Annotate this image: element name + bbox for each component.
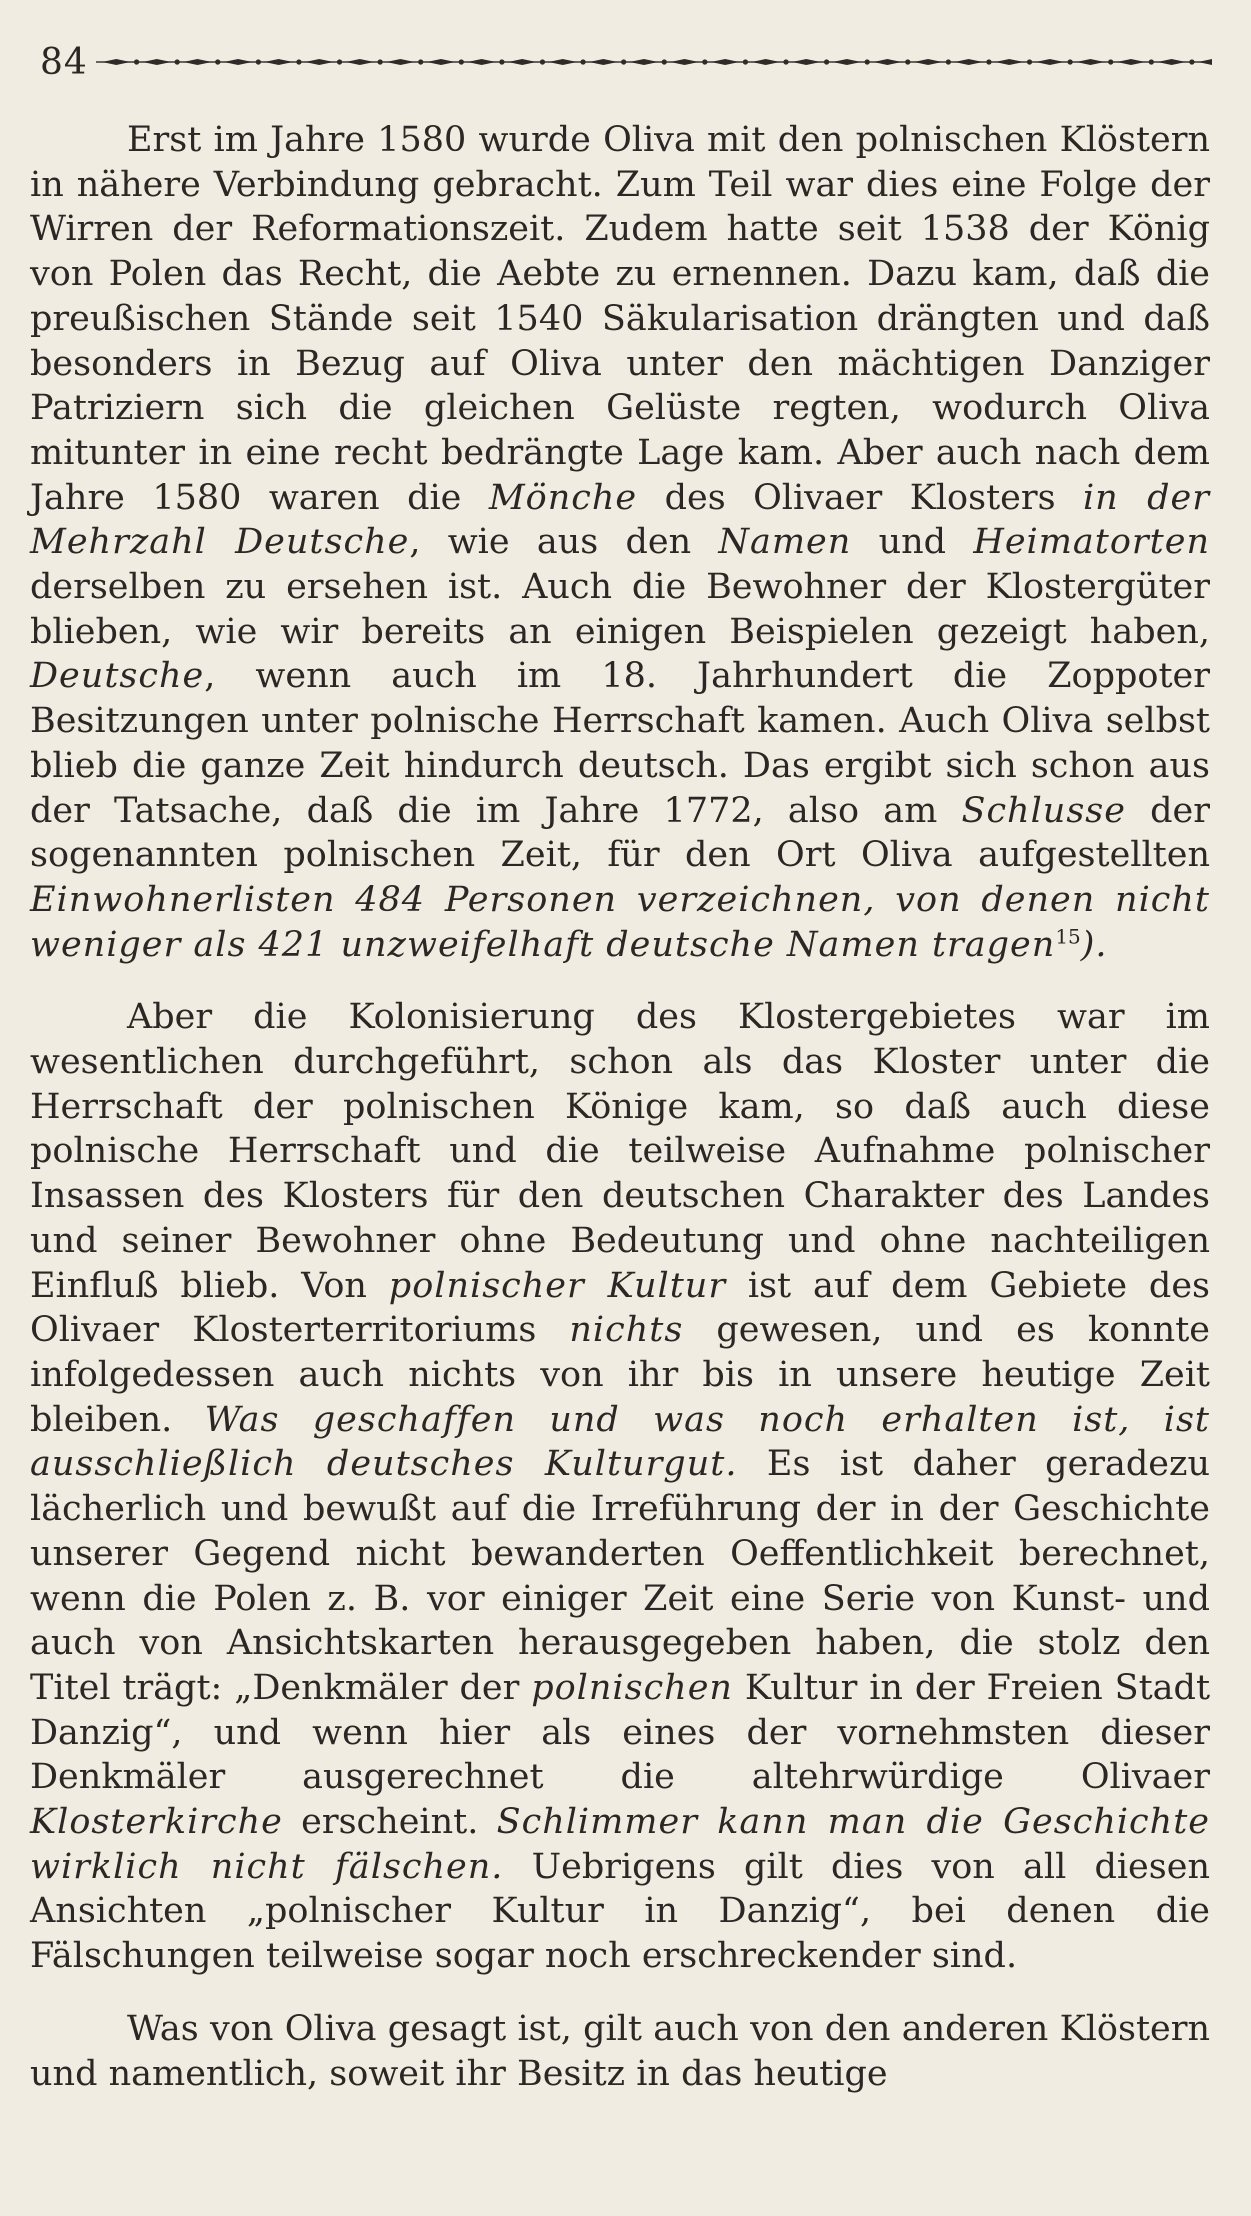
text-run: ist auf dem Gebiete des Olivaer Klosterterritoriums bbox=[30, 1265, 1210, 1351]
text-run: Was von Oliva gesagt ist, gilt auch von den anderen Klöstern und namentlich, soweit ihr Besitz in das heutige bbox=[30, 2008, 1210, 2094]
text-run: Kultur in der Freien Stadt Danzig“, und wenn hier als eines der vornehmsten dieser Denkmäler ausgerechnet die altehrwürdige Olivaer bbox=[30, 1667, 1211, 1798]
emphasis: polnischen bbox=[531, 1667, 733, 1708]
emphasis: Schlimmer kann man die Geschichte wirklich nicht fälschen. bbox=[30, 1802, 1210, 1887]
text-run: gewesen, und es konnte infolgedessen auch nichts von ihr bis in unsere heutige Zeit bleiben. bbox=[30, 1310, 1210, 1440]
text-run: , wie aus den bbox=[409, 522, 719, 563]
text-run: und bbox=[851, 522, 974, 563]
page-header bbox=[40, 38, 1212, 86]
emphasis: Schlusse bbox=[961, 790, 1126, 831]
paragraph-1 bbox=[30, 118, 1210, 967]
emphasis: Heimatorten bbox=[973, 522, 1210, 563]
text-run: derselben zu ersehen ist. Auch die Bewohner der Klostergüter blieben, wie wir bereits an einigen Beispielen gezeigt haben, bbox=[30, 567, 1210, 652]
emphasis: Was geschaffen und was noch erhalten ist, ist ausschließlich deutsches Kulturgut. bbox=[30, 1399, 1210, 1485]
page-number: 84 bbox=[40, 41, 88, 83]
emphasis: ). bbox=[1080, 924, 1108, 965]
decorative-rule bbox=[96, 50, 1212, 74]
emphasis: Deutsche bbox=[30, 656, 205, 697]
emphasis: Klosterkirche bbox=[30, 1802, 283, 1843]
text-run: erscheint. bbox=[282, 1802, 497, 1843]
text-run: Uebrigens gilt dies von all diesen Ansichten „polnischer Kultur in Danzig“, bei denen die Fälschungen teilweise sogar noch erschreckender sind. bbox=[30, 1846, 1210, 1977]
text-run: Aber die Kolonisierung des Klostergebietes war im wesentlichen durchgeführt, schon als das Kloster unter die Herrschaft der polnischen Könige kam, so daß auch diese polnische Herrschaft und die teilweise Aufnahme polnischer Insassen des Klosters für den deutschen Charakter des Landes und seiner Bewohner ohne Bedeutung und ohne nachteiligen Einfluß blieb. Von bbox=[30, 997, 1210, 1306]
emphasis: Namen bbox=[718, 522, 852, 563]
emphasis: Mönche bbox=[488, 477, 638, 518]
paragraph-2 bbox=[30, 995, 1210, 1978]
text-run: der sogenannten polnischen Zeit, für den Ort Oliva aufgestellten bbox=[30, 790, 1211, 876]
emphasis: Einwohnerlisten 484 Personen verzeichnen, von denen nicht weniger als 421 unzweifelhaft deutsche Namen tragen bbox=[30, 879, 1210, 965]
emphasis: in der Mehrzahl Deutsche bbox=[30, 477, 1210, 563]
text-run: Erst im Jahre 1580 wurde Oliva mit den polnischen Klöstern in nähere Verbindung gebracht. Zum Teil war dies eine Folge der Wirren der Reformationszeit. Zudem hatte seit 1538 der König von Polen das Recht, die Aebte zu ernennen. Dazu kam, daß die preußischen Stände seit 1540 Säkularisation drängten und daß besonders in Bezug auf Oliva unter den mächtigen Danziger Patriziern sich die gleichen Gelüste regten, wodurch Oliva mitunter in eine recht bedrängte Lage kam. Aber auch nach dem Jahre 1580 waren die bbox=[30, 120, 1210, 518]
text-run: , wenn auch im 18. Jahrhundert die Zoppoter Besitzungen unter polnische Herrschaft kamen. Auch Oliva selbst blieb die ganze Zeit hindurch deutsch. Das ergibt sich schon aus der Tatsache, daß die im Jahre 1772, also am bbox=[30, 656, 1210, 831]
text-run: des Olivaer Klosters bbox=[637, 477, 1083, 518]
body-text bbox=[30, 118, 1210, 2096]
emphasis: nichts bbox=[569, 1310, 684, 1351]
paragraph-3 bbox=[30, 2007, 1210, 2096]
footnote-ref: 15 bbox=[1055, 924, 1081, 948]
emphasis: polnischer Kultur bbox=[388, 1265, 727, 1306]
text-run: Es ist daher geradezu lächerlich und bewußt auf die Irreführung der in der Geschichte unserer Gegend nicht bewanderten Oeffentlichkeit berechnet, wenn die Polen z. B. vor einiger Zeit eine Serie von Kunst- und auch von Ansichtskarten herausgegeben haben, die stolz den Titel trägt: „Denkmäler der bbox=[30, 1444, 1210, 1708]
